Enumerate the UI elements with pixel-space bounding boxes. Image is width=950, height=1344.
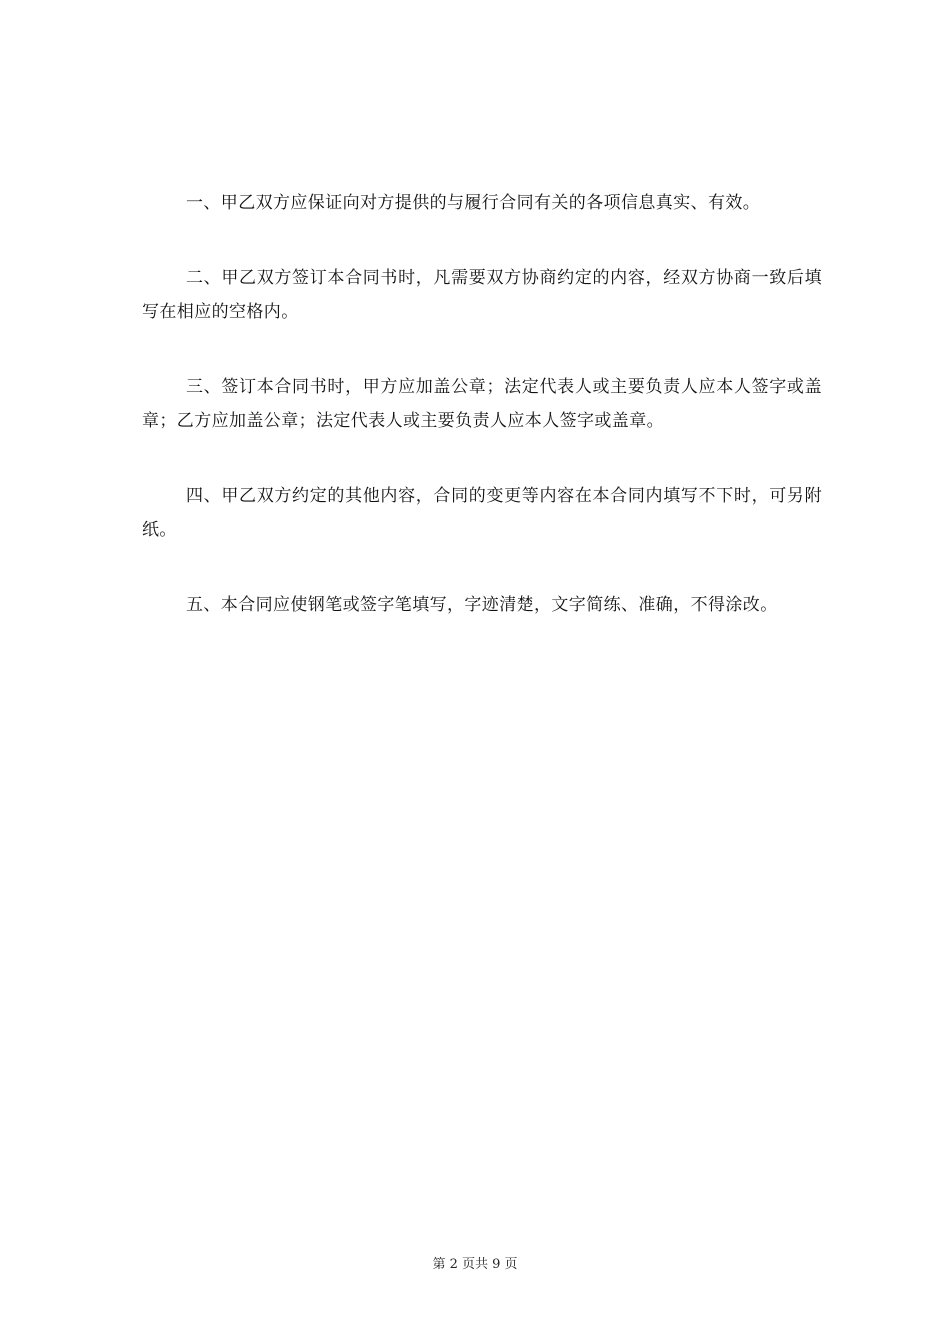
clause-5: 五、本合同应使钢笔或签字笔填写，字迹清楚，文字简练、准确，不得涂改。	[186, 595, 778, 615]
page-number-footer: 第 2 页共 9 页	[432, 1257, 518, 1272]
clause-2: 二、甲乙双方签订本合同书时，凡需要双方协商约定的内容，经双方协商一致后填写在相应的空格内。	[142, 268, 822, 322]
clause-3: 三、签订本合同书时，甲方应加盖公章；法定代表人或主要负责人应本人签字或盖章；乙方应加盖公章；法定代表人或主要负责人应本人签字或盖章。	[142, 377, 822, 431]
clause-1: 一、甲乙双方应保证向对方提供的与履行合同有关的各项信息真实、有效。	[186, 193, 761, 213]
contract-notes	[142, 186, 822, 663]
clause-4: 四、甲乙双方约定的其他内容，合同的变更等内容在本合同内填写不下时，可另附纸。	[142, 486, 822, 540]
